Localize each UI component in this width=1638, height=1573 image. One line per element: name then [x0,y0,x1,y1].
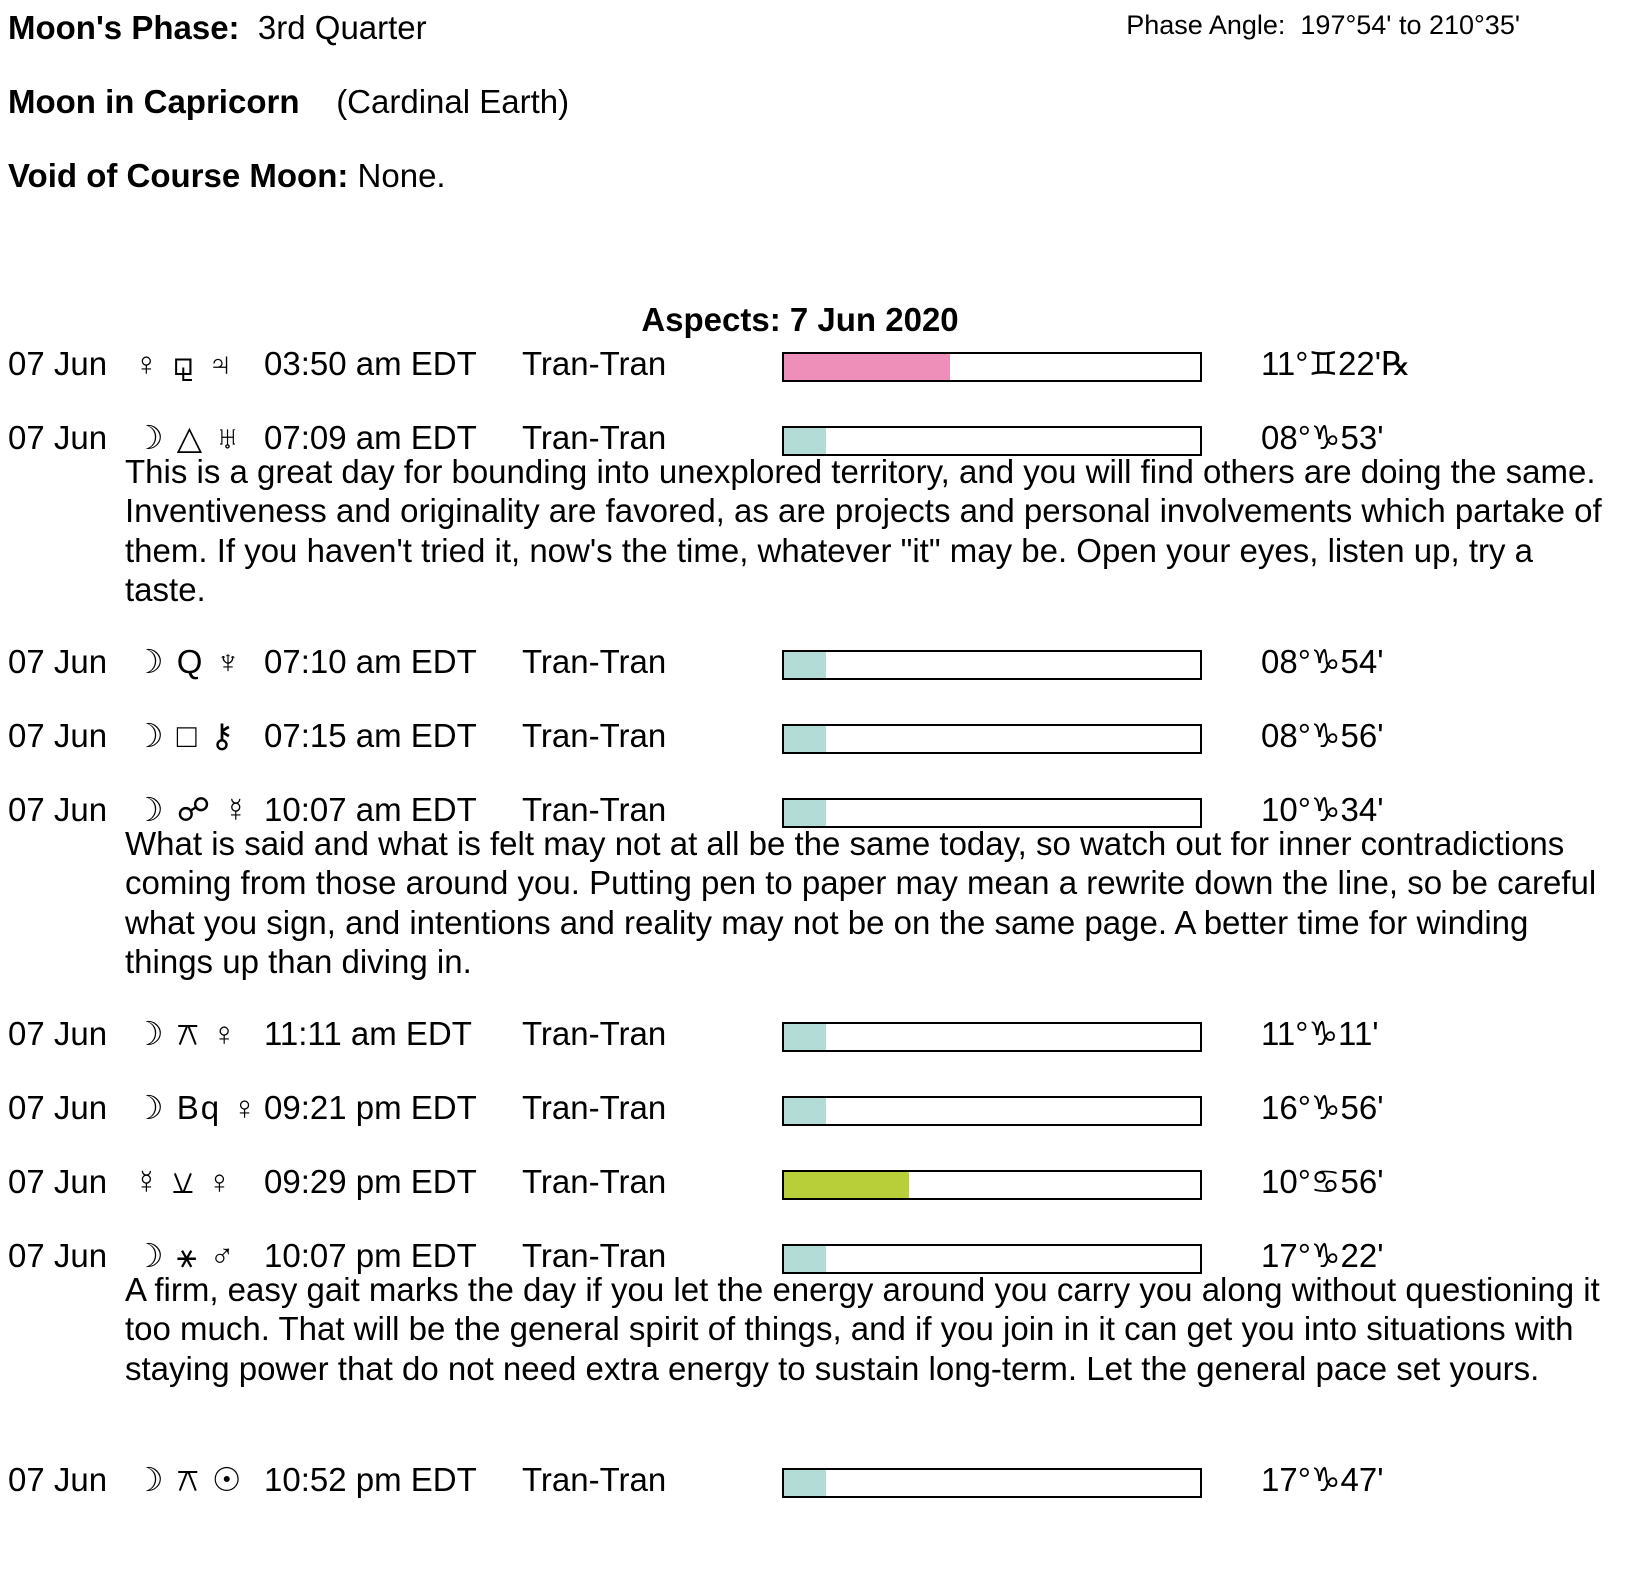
aspect-type: Tran-Tran [522,1089,667,1126]
aspect-position: 08°♑54' [1261,643,1384,680]
aspect-strength-bar [782,1096,1202,1126]
aspect-strength-bar [782,724,1202,754]
aspect-strength-fill [784,1024,826,1050]
aspect-strength-fill [784,652,826,678]
aspect-glyphs: ☽ Bq ♀ [134,1089,260,1126]
moon-sign-element: (Cardinal Earth) [336,83,570,120]
aspect-date: 07 Jun [8,1163,108,1200]
aspect-row [8,344,1608,384]
aspect-time: 09:21 pm EDT [264,1089,477,1126]
aspect-strength-bar [782,650,1202,680]
aspect-row [8,1460,1608,1500]
aspect-glyphs: ♀ ⚼ ♃ [134,345,235,382]
moon-phase-label: Moon's Phase: [8,9,240,46]
aspect-type: Tran-Tran [522,1015,667,1052]
void-of-course-line [8,156,446,196]
aspect-type: Tran-Tran [522,717,667,754]
aspect-time: 10:07 pm EDT [264,1237,477,1274]
aspect-date: 07 Jun [8,791,108,828]
aspect-glyphs: ☽ ⚻ ♀ [134,1015,239,1052]
aspects-title: Aspects: 7 Jun 2020 [641,301,959,338]
aspect-position: 08°♑56' [1261,717,1384,754]
aspect-time: 10:52 pm EDT [264,1461,477,1498]
aspect-date: 07 Jun [8,643,108,680]
aspect-type: Tran-Tran [522,791,667,828]
aspect-position: 17°♑47' [1261,1461,1384,1498]
aspect-row [8,1014,1608,1054]
aspect-strength-fill [784,1172,909,1198]
aspect-glyphs: ☽ ⚻ ☉ [134,1461,244,1498]
aspect-glyphs: ☽ □ ⚷ [134,717,237,754]
aspect-strength-fill [784,1470,826,1496]
aspect-position: 11°♑11' [1261,1015,1379,1052]
aspect-row [8,1162,1608,1202]
aspect-date: 07 Jun [8,1089,108,1126]
aspect-position: 11°♊22'℞ [1261,345,1411,382]
aspect-description: A firm, easy gait marks the day if you let the energy around you carry you along without questioning it too much. That will be the general spirit of things, and if you join in it can get you into situations with staying power that do not need extra energy to sustain long-term. Let the general pace set yours. [125,1271,1600,1387]
moon-sign-label: Moon in Capricorn [8,83,300,120]
aspect-date: 07 Jun [8,419,108,456]
aspect-strength-fill [784,800,826,826]
void-of-course-label: Void of Course Moon: [8,157,349,194]
aspect-date: 07 Jun [8,717,108,754]
aspect-time: 10:07 am EDT [264,791,477,828]
aspect-strength-bar [782,352,1202,382]
aspect-type: Tran-Tran [522,643,667,680]
aspect-row [8,1088,1608,1128]
aspect-strength-fill [784,354,950,380]
aspect-strength-bar [782,1022,1202,1052]
aspect-row [8,642,1608,682]
aspect-date: 07 Jun [8,1015,108,1052]
aspect-type: Tran-Tran [522,419,667,456]
aspect-glyphs: ☽ Q ♆ [134,643,243,680]
moon-sign-line [8,82,569,122]
aspect-glyphs: ☿ ⚺ ♀ [134,1163,234,1200]
aspect-position: 10°♋56' [1261,1163,1384,1200]
aspect-type: Tran-Tran [522,1461,667,1498]
aspect-description: This is a great day for bounding into unexplored territory, and you will find others are doing the same. Inventiveness and originality are favored, as are projects and personal involvements which partake of them. If you haven't tried it, now's the time, whatever "it" may be. Open your eyes, listen up, try a taste. [125,453,1602,609]
aspect-type: Tran-Tran [522,1163,667,1200]
aspect-time: 07:09 am EDT [264,419,477,456]
aspect-time: 07:10 am EDT [264,643,477,680]
moon-phase-line [8,8,427,48]
void-of-course-value: None. [357,157,446,194]
aspect-position: 10°♑34' [1261,791,1384,828]
aspect-date: 07 Jun [8,1237,108,1274]
aspect-date: 07 Jun [8,1461,108,1498]
aspect-position: 17°♑22' [1261,1237,1384,1274]
phase-angle-value: 197°54' to 210°35' [1300,10,1520,40]
aspect-time: 07:15 am EDT [264,717,477,754]
phase-angle [1126,8,1520,42]
aspect-strength-bar [782,1170,1202,1200]
moon-phase-value: 3rd Quarter [257,9,427,46]
aspect-description: What is said and what is felt may not at all be the same today, so watch out for inner contradictions coming from those around you. Putting pen to paper may mean a rewrite down the line, so be careful what you sign, and intentions and reality may not be on the same page. A better time for winding things up than diving in. [125,825,1597,981]
phase-angle-label: Phase Angle: [1126,10,1286,40]
aspect-type: Tran-Tran [522,345,667,382]
aspect-time: 03:50 am EDT [264,345,477,382]
aspect-position: 16°♑56' [1261,1089,1384,1126]
aspect-glyphs: ☽ ⚹ ♂ [134,1237,237,1274]
aspect-type: Tran-Tran [522,1237,667,1274]
aspect-strength-fill [784,1098,826,1124]
aspect-position: 08°♑53' [1261,419,1384,456]
aspect-strength-fill [784,1246,826,1272]
aspect-time: 09:29 pm EDT [264,1163,477,1200]
aspect-strength-fill [784,428,826,454]
aspect-strength-fill [784,726,826,752]
aspect-strength-bar [782,1468,1202,1498]
aspect-row [8,716,1608,756]
aspect-date: 07 Jun [8,345,108,382]
aspect-glyphs: ☽ △ ♅ [134,419,243,456]
aspect-time: 11:11 am EDT [264,1015,472,1052]
aspect-glyphs: ☽ ☍ ☿ [134,791,251,828]
